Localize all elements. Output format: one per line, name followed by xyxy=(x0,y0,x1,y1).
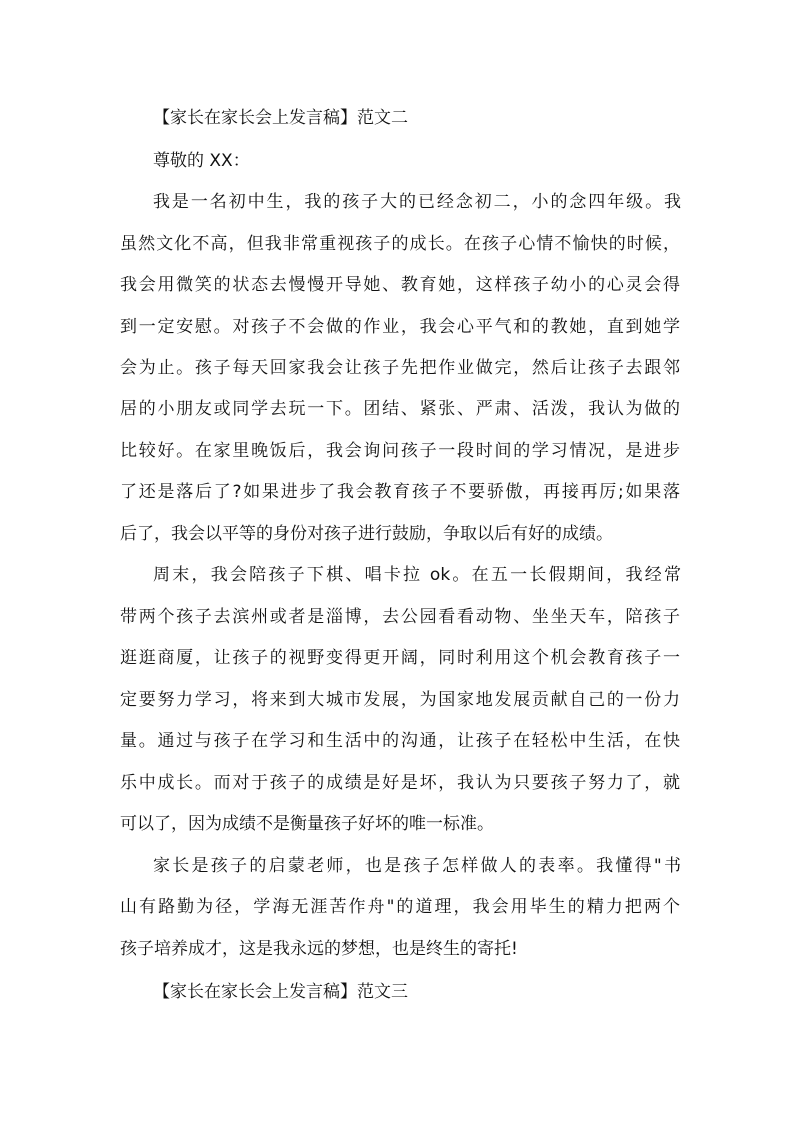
paragraph-1-line-1: 我是一名初中生，我的孩子大的已经念初二，小的念四年级。我 xyxy=(153,192,681,212)
paragraph-3-line-2: 山有路勤为径，学海无涯苦作舟"的道理，我会用毕生的精力把两个 xyxy=(120,897,680,917)
paragraph-1-line-2: 虽然文化不高，但我非常重视孩子的成长。在孩子心情不愉快的时候， xyxy=(120,234,680,254)
paragraph-2-line-4: 定要努力学习，将来到大城市发展，为国家地发展贡献自己的一份力 xyxy=(120,690,680,710)
paragraph-1-line-3: 我会用微笑的状态去慢慢开导她、教育她，这样孩子幼小的心灵会得 xyxy=(120,275,680,295)
paragraph-2-line-1: 周末，我会陪孩子下棋、唱卡拉 ok。在五一长假期间，我经常 xyxy=(153,565,681,585)
section-heading-2: 【家长在家长会上发言稿】范文三 xyxy=(153,982,408,1002)
paragraph-2-line-5: 量。通过与孩子在学习和生活中的沟通，让孩子在轻松中生活，在快 xyxy=(120,731,680,751)
paragraph-2-line-6: 乐中成长。而对于孩子的成绩是好是坏，我认为只要孩子努力了，就 xyxy=(120,773,680,793)
paragraph-2-line-7: 可以了，因为成绩不是衡量孩子好坏的唯一标准。 xyxy=(120,814,494,834)
paragraph-1-line-7: 比较好。在家里晚饭后，我会询问孩子一段时间的学习情况，是进步 xyxy=(120,441,680,461)
paragraph-3-line-1: 家长是孩子的启蒙老师，也是孩子怎样做人的表率。我懂得"书 xyxy=(153,856,681,876)
section-heading-1: 【家长在家长会上发言稿】范文二 xyxy=(153,108,408,128)
paragraph-1-line-4: 到一定安慰。对孩子不会做的作业，我会心平气和的教她，直到她学 xyxy=(120,317,680,337)
paragraph-1-line-6: 居的小朋友或同学去玩一下。团结、紧张、严肃、活泼，我认为做的 xyxy=(120,399,680,419)
paragraph-3-line-3: 孩子培养成才，这是我永远的梦想，也是终生的寄托! xyxy=(120,939,518,959)
paragraph-2-line-2: 带两个孩子去滨州或者是淄博，去公园看看动物、坐坐天车，陪孩子 xyxy=(120,607,680,627)
paragraph-1-line-5: 会为止。孩子每天回家我会让孩子先把作业做完，然后让孩子去跟邻 xyxy=(120,358,680,378)
paragraph-1-line-8: 了还是落后了?如果进步了我会教育孩子不要骄傲，再接再厉;如果落 xyxy=(120,482,680,502)
paragraph-2-line-3: 逛逛商厦，让孩子的视野变得更开阔，同时利用这个机会教育孩子一 xyxy=(120,648,680,668)
salutation: 尊敬的 XX： xyxy=(153,151,250,171)
paragraph-1-line-9: 后了，我会以平等的身份对孩子进行鼓励，争取以后有好的成绩。 xyxy=(120,524,613,544)
